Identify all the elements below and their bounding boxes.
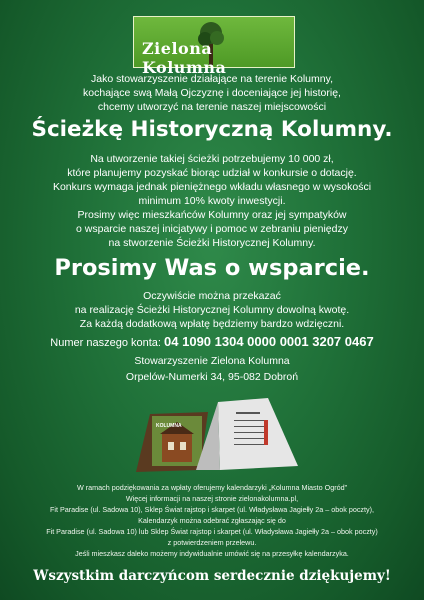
headline: Ścieżkę Historyczną Kolumny. (31, 117, 393, 142)
info-line: W ramach podziękowania za wpłaty oferujemy kalendarzyki „Kolumna Miasto Ogród” (76, 483, 348, 492)
body-line: minimum 10% kwoty inwestycji. (138, 195, 286, 207)
donation-line: na realizację Ścieżki Historycznej Kolumny dowolną kwotę. (74, 304, 350, 316)
calendar-title: KOLUMNA (156, 423, 182, 429)
account-label: Numer naszego konta: (50, 337, 161, 349)
address-line: Orpelów-Numerki 34, 95-082 Dobroń (125, 371, 299, 383)
logo-text: Zielona Kolumna (142, 39, 227, 77)
info-line: Fit Paradise (ul. Sadowa 10), Sklep Świat rajstop i skarpet (ul. Władysława Jagiełły 2a – obok poczty), (50, 505, 374, 514)
body-line: które planujemy pozyskać biorąc udział w konkursie o dotację. (67, 167, 357, 179)
appeal-heading: Prosimy Was o wsparcie. (54, 255, 370, 281)
body-line: Na utworzenie takiej ścieżki potrzebujemy 10 000 zł, (90, 153, 334, 165)
calendar-illustration (128, 396, 308, 476)
body-line: na stworzenie Ścieżki Historycznej Kolumny. (108, 237, 316, 249)
address-line: Stowarzyszenie Zielona Kolumna (134, 355, 290, 367)
logo (133, 16, 295, 77)
info-line: Fit Paradise (ul. Sadowa 10) lub Sklep Świat rajstop i skarpet (ul. Władysława Jagiełły 2a – obok poczty) (46, 527, 378, 536)
account-line (0, 334, 424, 349)
info-line: z potwierdzeniem przelewu. (167, 538, 257, 547)
donation-line: Oczywiście można przekazać (143, 290, 281, 302)
body-line: o wsparcie naszej inicjatywy i pomoc w zebraniu pieniędzy (76, 223, 348, 235)
intro-line: kochające swą Małą Ojczyznę i doceniające jej historię, (83, 87, 341, 99)
info-line: Jeśli mieszkasz daleko możemy indywidualnie umówić się na przesyłkę kalendarzyka. (75, 549, 349, 558)
intro-line: chcemy utworzyć na terenie naszej miejscowości (97, 101, 327, 113)
info-line: Kalendarzyk można odebrać zgłaszając się do (138, 516, 286, 525)
info-line: Więcej informacji na naszej stronie zielonakolumna.pl, (125, 494, 299, 503)
account-number: 04 1090 1304 0000 0001 3207 0467 (164, 334, 374, 349)
intro-line: Jako stowarzyszenie działające na terenie Kolumny, (90, 73, 333, 85)
body-line: Konkurs wymaga jednak pieniężnego wkładu własnego w wysokości (52, 181, 372, 193)
body-line: Prosimy więc mieszkańców Kolumny oraz jej sympatyków (77, 209, 347, 221)
thanks-footer: Wszystkim darczyńcom serdecznie dziękujemy! (33, 568, 391, 584)
donation-line: Za każdą dodatkową wpłatę będziemy bardzo wdzięczni. (79, 318, 345, 330)
